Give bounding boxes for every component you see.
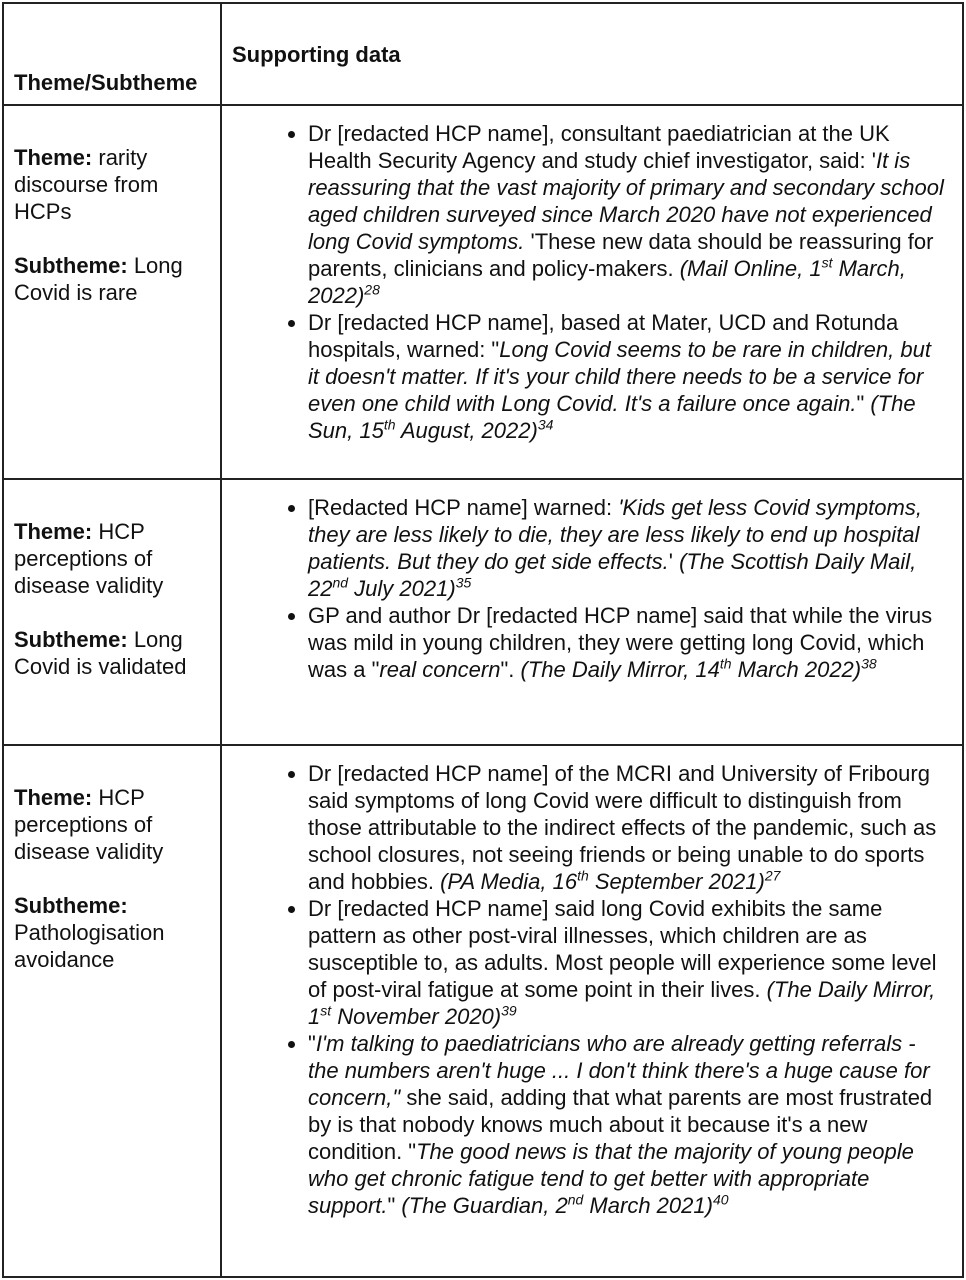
list-item: • Dr [redacted HCP name] of the MCRI and University of Fribourg said symptoms of long Covid were difficult to distinguish from those attributable to the indirect effects of the pandemic, such as school closures, not seeing friends or being unable to do sports and hobbies. (PA Media, 16th September 2021)$^{27}$: [308, 760, 948, 895]
subtheme-label: Subtheme:: [14, 253, 128, 278]
quote-list: [252, 120, 948, 444]
table-header-row: [3, 3, 963, 105]
theme-text: HCP perceptions of disease validity: [14, 519, 164, 598]
theme-cell: [3, 745, 221, 1277]
subtheme-label: Subtheme:: [14, 627, 128, 652]
theme-label: Theme:: [14, 785, 93, 810]
subtheme-text: Long Covid is rare: [14, 253, 183, 305]
list-item: • Dr [redacted HCP name], consultant paediatrician at the UK Health Security Agency and study chief investigator, said: 'It is reassuring that the vast majority of primary and secondary school aged children surveyed since March 2020 have not experienced long Covid symptoms. 'These new data should be reassuring for parents, clinicians and policy-makers. (Mail Online, 1st March, 2022)$^{28}$: [308, 120, 948, 309]
theme-label: Theme:: [14, 519, 93, 544]
theme-cell: [3, 479, 221, 745]
supporting-data-cell: [221, 479, 963, 745]
theme-text: HCP perceptions of disease validity: [14, 785, 164, 864]
supporting-data-cell: [221, 105, 963, 479]
themes-table: [2, 2, 964, 1278]
quote-list: [252, 494, 948, 683]
list-item: • Dr [redacted HCP name], based at Mater, UCD and Rotunda hospitals, warned: "Long Covid seems to be rare in children, but it doesn't matter. If it's your child there needs to be a service for even one child with Long Covid. It's a failure once again." (The Sun, 15th August, 2022)$^{34}$: [308, 309, 948, 444]
table-row: [3, 479, 963, 745]
table-row: [3, 745, 963, 1277]
list-item: • GP and author Dr [redacted HCP name] said that while the virus was mild in young children, they were getting long Covid, which was a "real concern". (The Daily Mirror, 14th March 2022)$^{38}$: [308, 602, 948, 683]
subtheme-text: Long Covid is validated: [14, 627, 187, 679]
header-theme-subtheme: Theme/Subtheme: [3, 3, 221, 105]
table-row: [3, 105, 963, 479]
list-item: • [Redacted HCP name] warned: 'Kids get less Covid symptoms, they are less likely to die, they are less likely to end up hospital patients. But they do get side effects.' (The Scottish Daily Mail, 22nd July 2021)$^{35}$: [308, 494, 948, 602]
theme-cell: [3, 105, 221, 479]
quote-list: [252, 760, 948, 1219]
theme-label: Theme:: [14, 145, 93, 170]
list-item: • Dr [redacted HCP name] said long Covid exhibits the same pattern as other post-viral illnesses, which children are as susceptible to, as adults. Most people will experience some level of post-viral fatigue at some point in their lives. (The Daily Mirror, 1st November 2020)$^{39}$: [308, 895, 948, 1030]
list-item: • "I'm talking to paediatricians who are already getting referrals - the numbers aren't huge ... I don't think there's a huge cause for concern," she said, adding that what parents are most frustrated by is that nobody knows much about it because it's a new condition. "The good news is that the majority of young people who get chronic fatigue tend to get better with appropriate support." (The Guardian, 2nd March 2021)$^{40}$: [308, 1030, 948, 1219]
subtheme-text: Pathologisation avoidance: [14, 920, 165, 972]
theme-text: rarity discourse from HCPs: [14, 145, 159, 224]
supporting-data-cell: [221, 745, 963, 1277]
subtheme-label: Subtheme:: [14, 893, 128, 918]
header-supporting-data: Supporting data: [221, 3, 963, 105]
